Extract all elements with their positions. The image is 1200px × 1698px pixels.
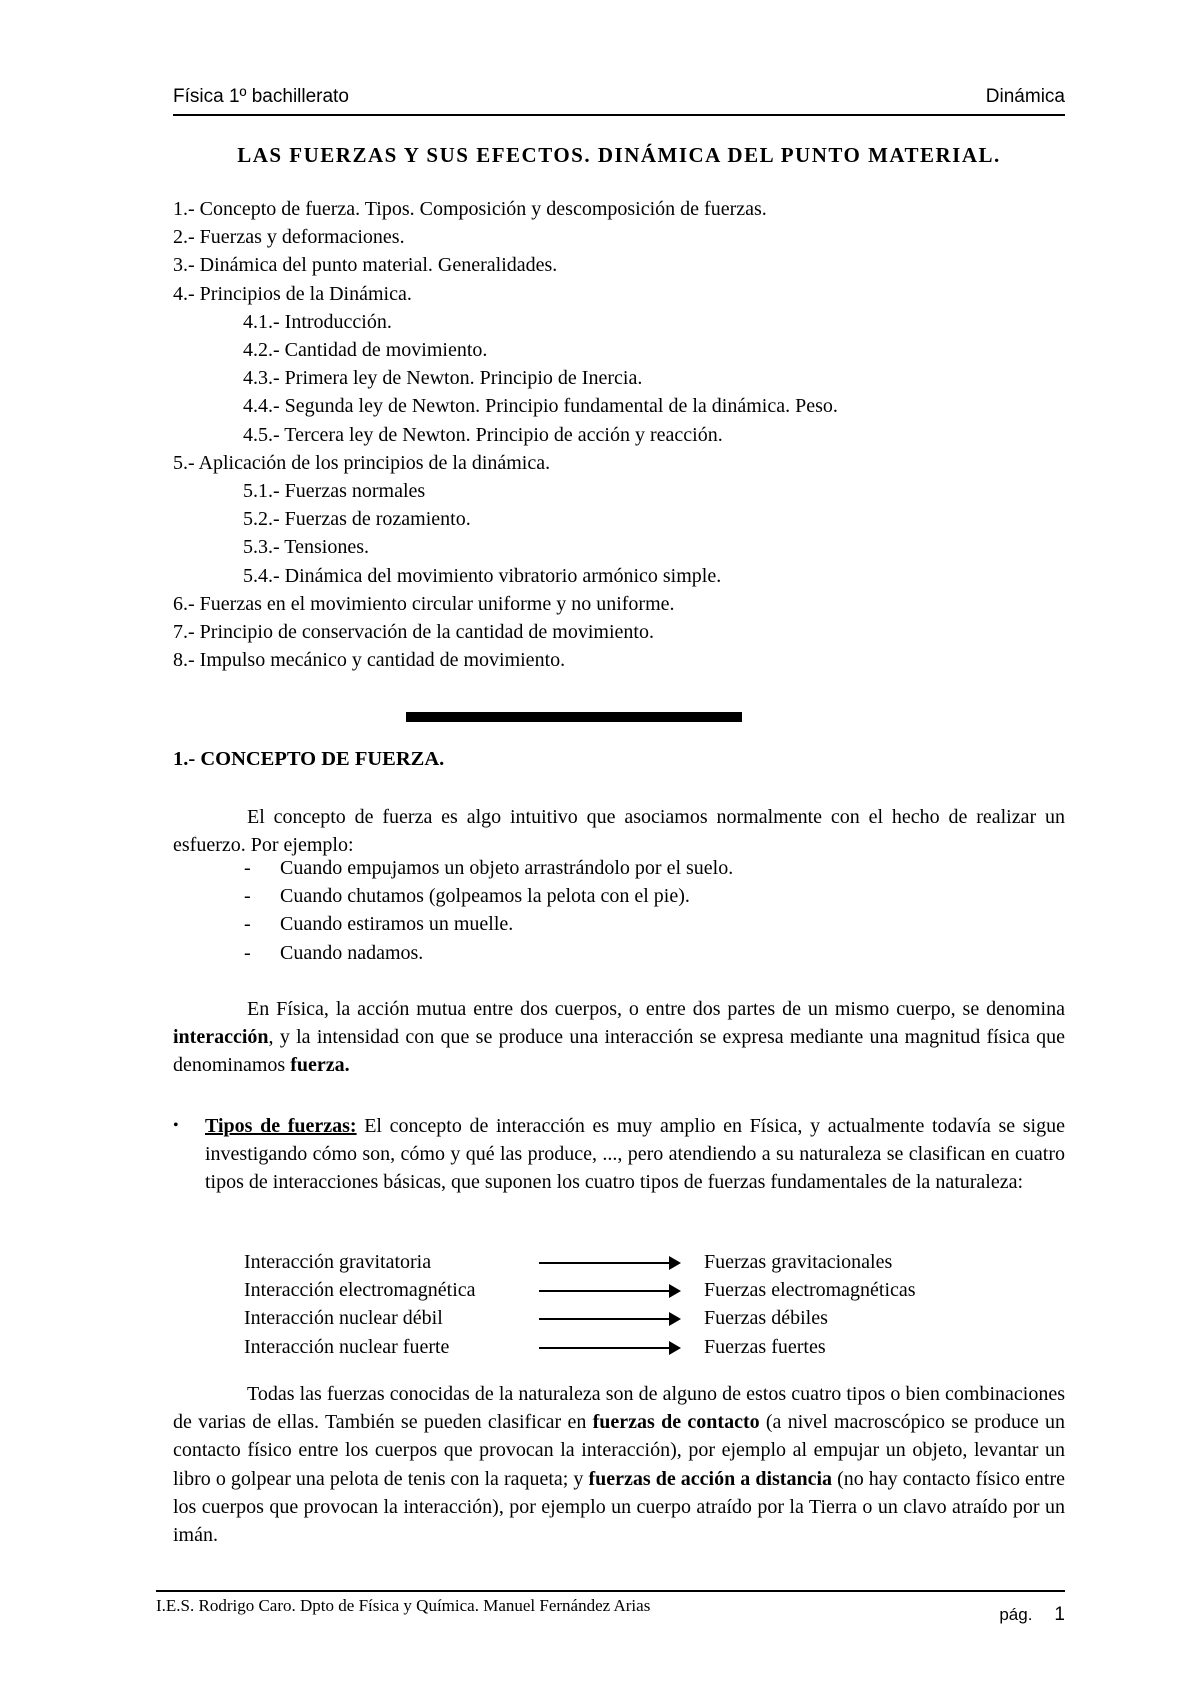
list-item: - Cuando chutamos (golpeamos la pelota con el pie). [244,882,733,910]
toc-subitem: 5.4.- Dinámica del movimiento vibratorio armónico simple. [243,564,722,587]
arrow-right-icon [539,1262,679,1264]
bullet-icon: • [173,1117,179,1134]
dash-marker: - [244,913,251,936]
interaction-row [244,1304,1004,1332]
interaction-name: Interacción gravitatoria [244,1251,432,1273]
toc-item: 2.- Fuerzas y deformaciones. [173,226,405,249]
arrow-right-icon [539,1318,679,1320]
toc-item: 7.- Principio de conservación de la cantidad de movimiento. [173,621,654,644]
toc-item: 3.- Dinámica del punto material. Generalidades. [173,254,558,277]
force-types-lead: Tipos de fuerzas: [205,1115,357,1137]
interaction-row [244,1248,1004,1276]
page-label: pág. [999,1605,1033,1624]
force-name: Fuerzas electromagnéticas [704,1279,916,1302]
toc-item: 6.- Fuerzas en el movimiento circular uniforme y no uniforme. [173,592,675,615]
dash-marker: - [244,941,251,964]
toc-subitem: 5.3.- Tensiones. [243,536,369,559]
toc-item: 5.- Aplicación de los principios de la dinámica. [173,451,551,474]
force-name: Fuerzas gravitacionales [704,1251,893,1273]
page-number-block [999,1604,1065,1626]
toc-subitem: 4.3.- Primera ley de Newton. Principio de Inercia. [243,367,643,390]
toc-subitem: 4.5.- Tercera ley de Newton. Principio de acción y reacción. [243,423,723,446]
force-types-bullet [173,1112,1065,1197]
intro-paragraph: El concepto de fuerza es algo intuitivo que asociamos normalmente con el hecho de realizar un esfuerzo. Por ejemplo: [173,806,1065,857]
list-item: - Cuando estiramos un muelle. [244,910,733,938]
term-distance-forces: fuerzas de acción a distancia [588,1467,833,1490]
header-course: Física 1º bachillerato [173,86,349,107]
toc-subitem: 4.1.- Introducción. [243,310,392,333]
interaction-name: Interacción nuclear débil [244,1307,443,1330]
toc-subitem: 5.1.- Fuerzas normales [243,480,426,503]
toc-item: 8.- Impulso mecánico y cantidad de movimiento. [173,649,566,672]
toc-subitem: 4.4.- Segunda ley de Newton. Principio fundamental de la dinámica. Peso. [243,395,838,418]
classification-paragraph: Todas las fuerzas conocidas de la naturaleza son de alguno de estos cuatro tipos o bien combinaciones de varias de ellas. También se pueden clasificar en fuerzas de contacto (a nivel macroscópico se produce un contacto físico entre los cuerpos que provocan la interacción), por ejemplo al empujar un objeto, levantar un libro o golpear una pelota de tenis con la raqueta; y fuerzas de acción a distancia (no hay contacto físico entre los cuerpos que provocan la interacción), por ejemplo un cuerpo atraído por la Tierra o un clavo atraído por un imán. [173,1383,1066,1547]
page-number: 1 [1054,1604,1065,1625]
section-divider [406,712,742,722]
interaction-name: Interacción electromagnética [244,1279,476,1302]
toc-item: 4.- Principios de la Dinámica. [173,282,412,305]
examples-list [244,854,733,967]
arrow-right-icon [539,1290,679,1292]
interaction-row [244,1333,1004,1361]
page-footer [156,1590,1065,1625]
page-header [173,86,1065,116]
interaction-paragraph: En Física, la acción mutua entre dos cuerpos, o entre dos partes de un mismo cuerpo, se denomina interacción, y la intensidad con que se produce una interacción se expresa mediante una magnitud física que denominamos fuerza. [173,998,1065,1077]
document-title: LAS FUERZAS Y SUS EFECTOS. DINÁMICA DEL PUNTO MATERIAL. [237,143,1001,167]
dash-marker: - [244,857,251,879]
header-topic: Dinámica [985,86,1065,107]
term-fuerza: fuerza. [290,1054,350,1077]
term-contact-forces: fuerzas de contacto [592,1411,760,1434]
force-types-text: Tipos de fuerzas: El concepto de interacción es muy amplio en Física, y actualmente todavía se sigue investigando cómo son, cómo y qué las produce, ..., pero atendiendo a su naturaleza se clasifican en cuatro tipos de interacciones básicas, que suponen los cuatro tipos de fuerzas fundamentales de la naturaleza: [205,1115,1065,1194]
toc-subitem: 4.2.- Cantidad de movimiento. [243,339,488,362]
force-name: Fuerzas débiles [704,1307,828,1330]
arrow-right-icon [539,1347,679,1349]
toc-item: 1.- Concepto de fuerza. Tipos. Composición y descomposición de fuerzas. [173,198,767,220]
interactions-table [244,1248,1004,1361]
toc-subitem: 5.2.- Fuerzas de rozamiento. [243,508,471,531]
term-interaccion: interacción [173,1026,269,1049]
dash-marker: - [244,885,251,908]
section-heading: 1.- CONCEPTO DE FUERZA. [173,748,445,770]
interaction-row [244,1276,1004,1304]
table-of-contents [173,195,1065,674]
interaction-name: Interacción nuclear fuerte [244,1335,450,1358]
footer-credit: I.E.S. Rodrigo Caro. Dpto de Física y Química. Manuel Fernández Arias [156,1596,651,1615]
force-name: Fuerzas fuertes [704,1335,826,1358]
list-item: - Cuando nadamos. [244,939,733,967]
list-item: - Cuando empujamos un objeto arrastrándolo por el suelo. [244,854,733,882]
